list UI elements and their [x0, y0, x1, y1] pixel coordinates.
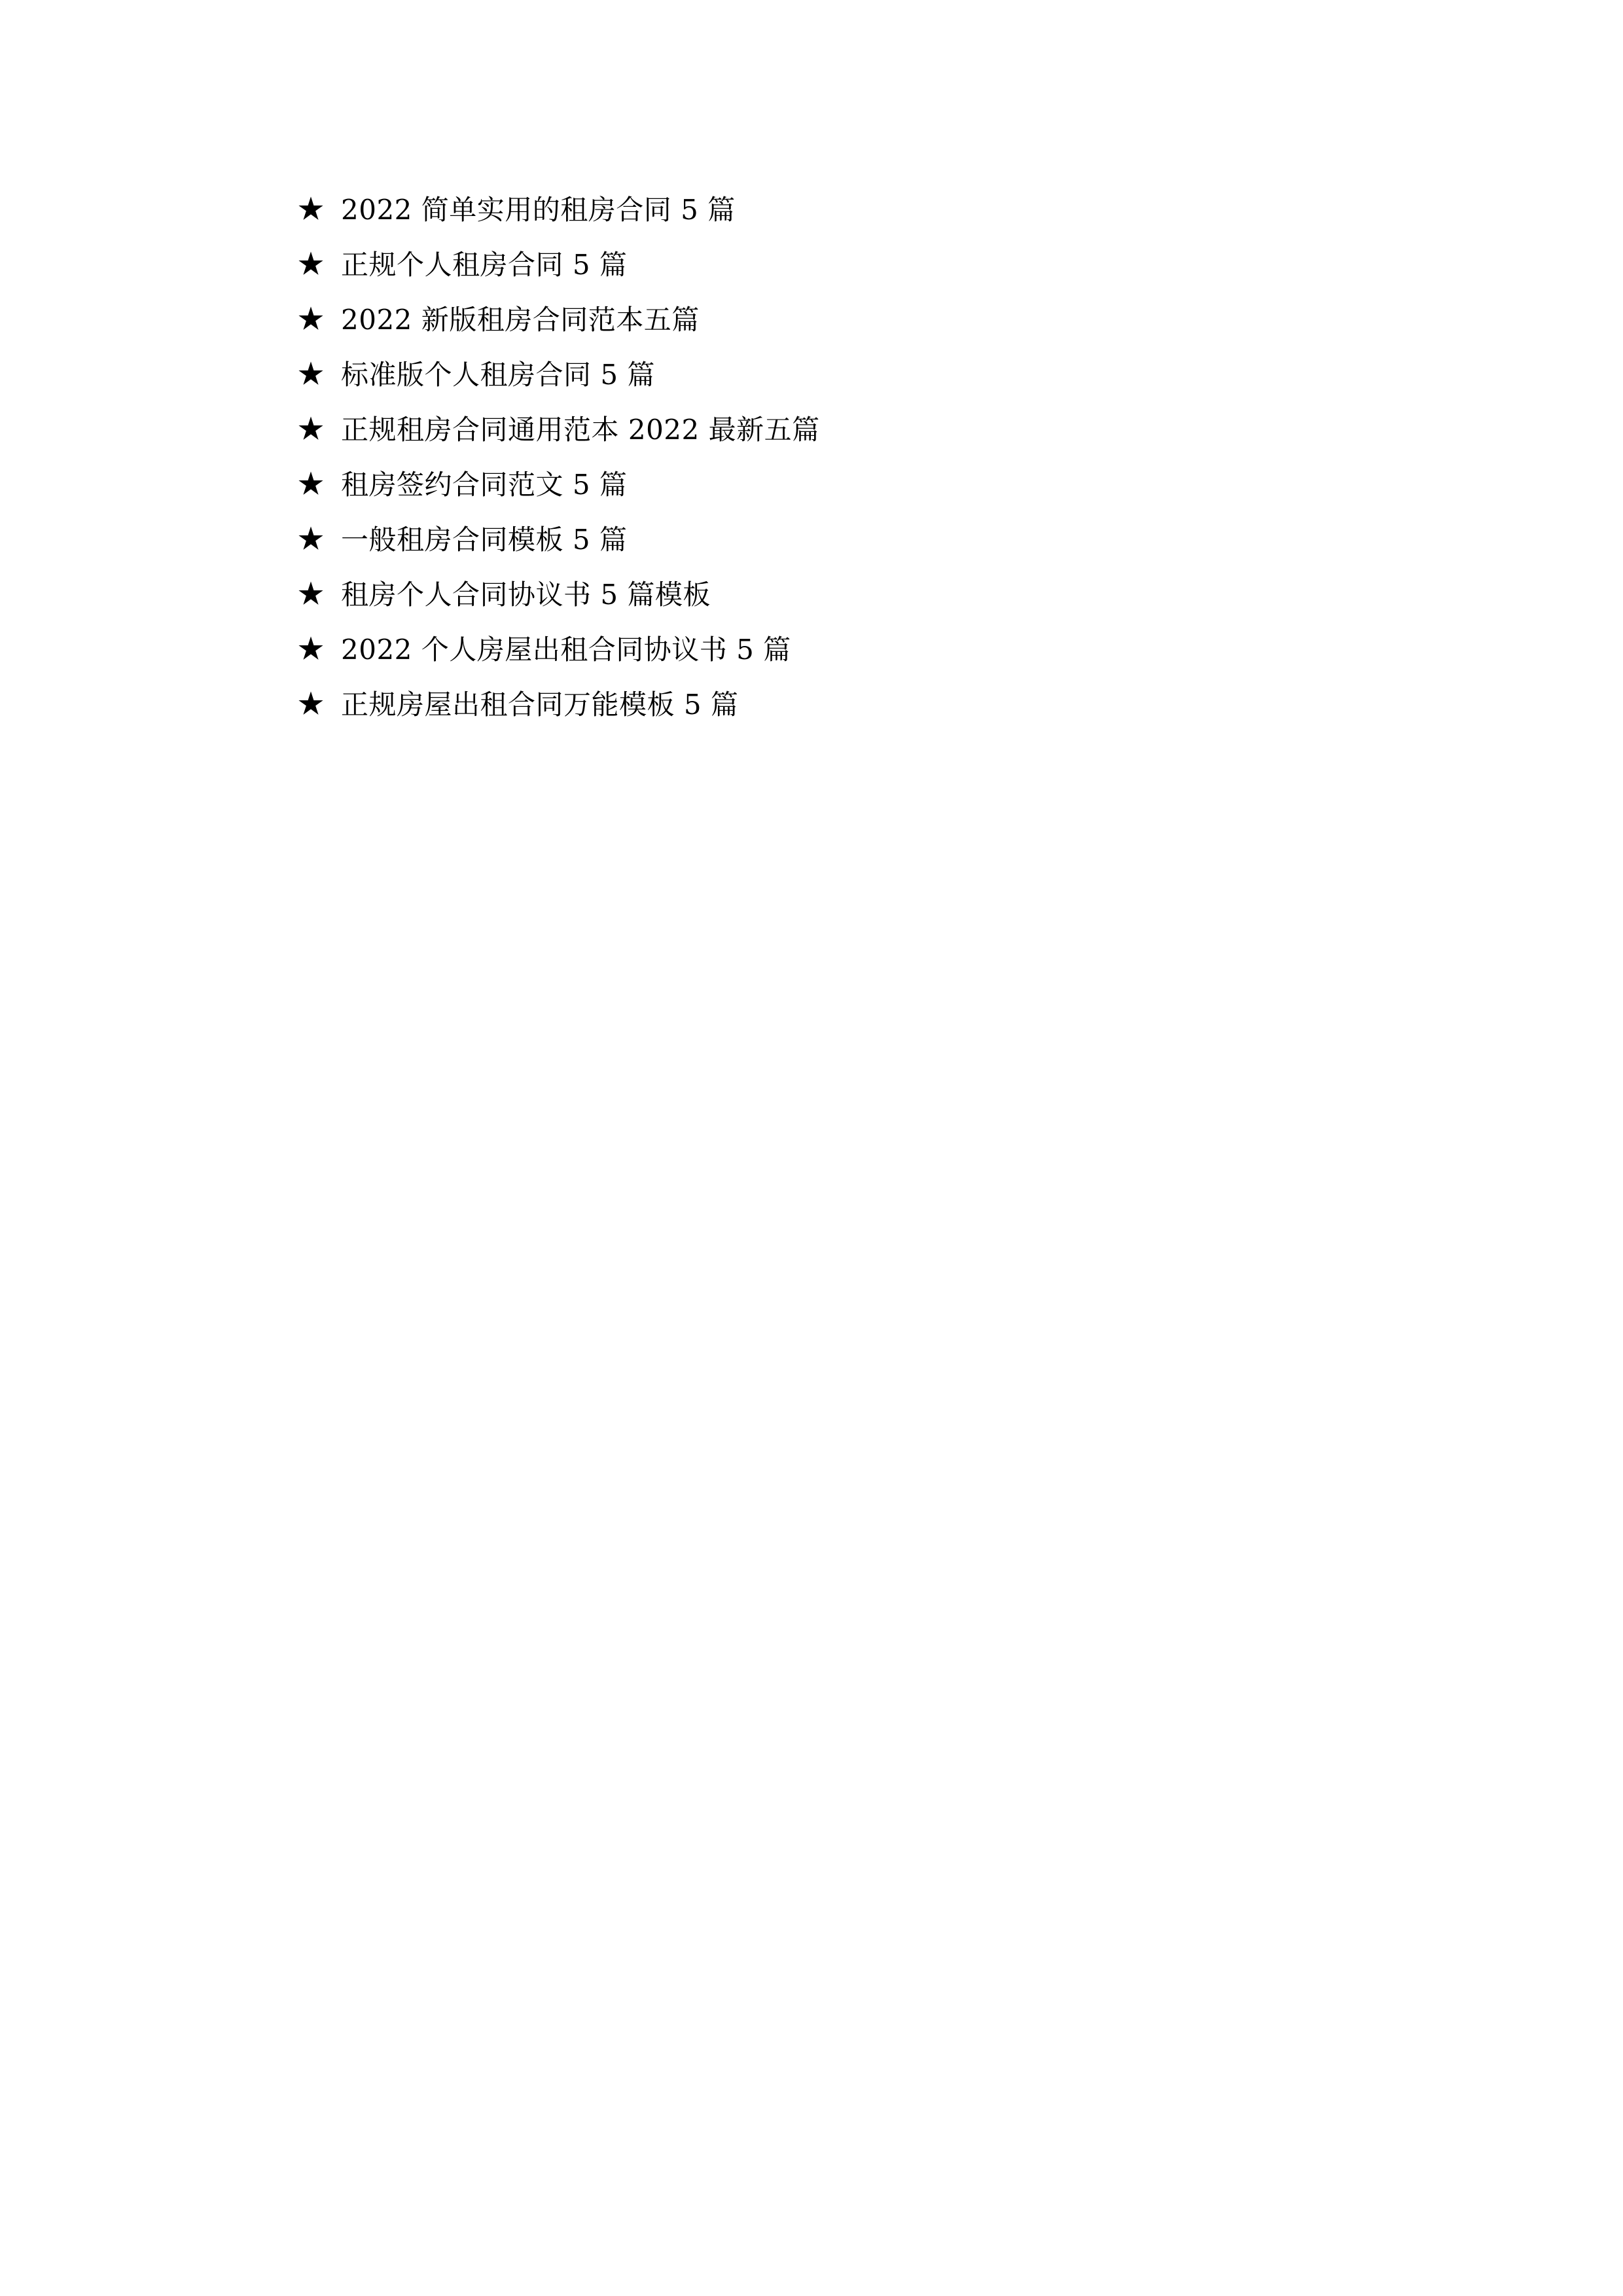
document-body	[298, 196, 1345, 746]
contract-template-list	[298, 196, 1345, 719]
list-item[interactable]	[298, 306, 1345, 334]
list-item[interactable]	[298, 251, 1345, 279]
list-item-label: 2022 个人房屋出租合同协议书 5 篇	[341, 634, 791, 666]
star-icon: ★	[298, 689, 324, 719]
star-icon: ★	[298, 249, 324, 279]
list-item-label: 租房个人合同协议书 5 篇模板	[341, 579, 711, 611]
star-icon: ★	[298, 359, 324, 389]
star-icon: ★	[298, 304, 324, 334]
list-item-label: 一般租房合同模板 5 篇	[341, 524, 628, 556]
list-item-label: 租房签约合同范文 5 篇	[341, 469, 628, 501]
list-item[interactable]	[298, 691, 1345, 719]
star-icon: ★	[298, 524, 324, 554]
list-item-label: 2022 新版租房合同范本五篇	[341, 304, 700, 336]
list-item-label: 正规个人租房合同 5 篇	[341, 249, 628, 281]
list-item[interactable]	[298, 636, 1345, 664]
list-item-label: 标准版个人租房合同 5 篇	[341, 359, 655, 391]
list-item[interactable]	[298, 361, 1345, 389]
list-item[interactable]	[298, 526, 1345, 554]
list-item-label: 正规租房合同通用范本 2022 最新五篇	[341, 414, 820, 446]
star-icon: ★	[298, 414, 324, 444]
list-item-label: 2022 简单实用的租房合同 5 篇	[341, 194, 736, 226]
list-item-label: 正规房屋出租合同万能模板 5 篇	[341, 689, 739, 721]
star-icon: ★	[298, 469, 324, 499]
star-icon: ★	[298, 194, 324, 224]
list-item[interactable]	[298, 196, 1345, 224]
star-icon: ★	[298, 634, 324, 664]
list-item[interactable]	[298, 471, 1345, 499]
list-item[interactable]	[298, 581, 1345, 609]
star-icon: ★	[298, 579, 324, 609]
list-item[interactable]	[298, 416, 1345, 444]
